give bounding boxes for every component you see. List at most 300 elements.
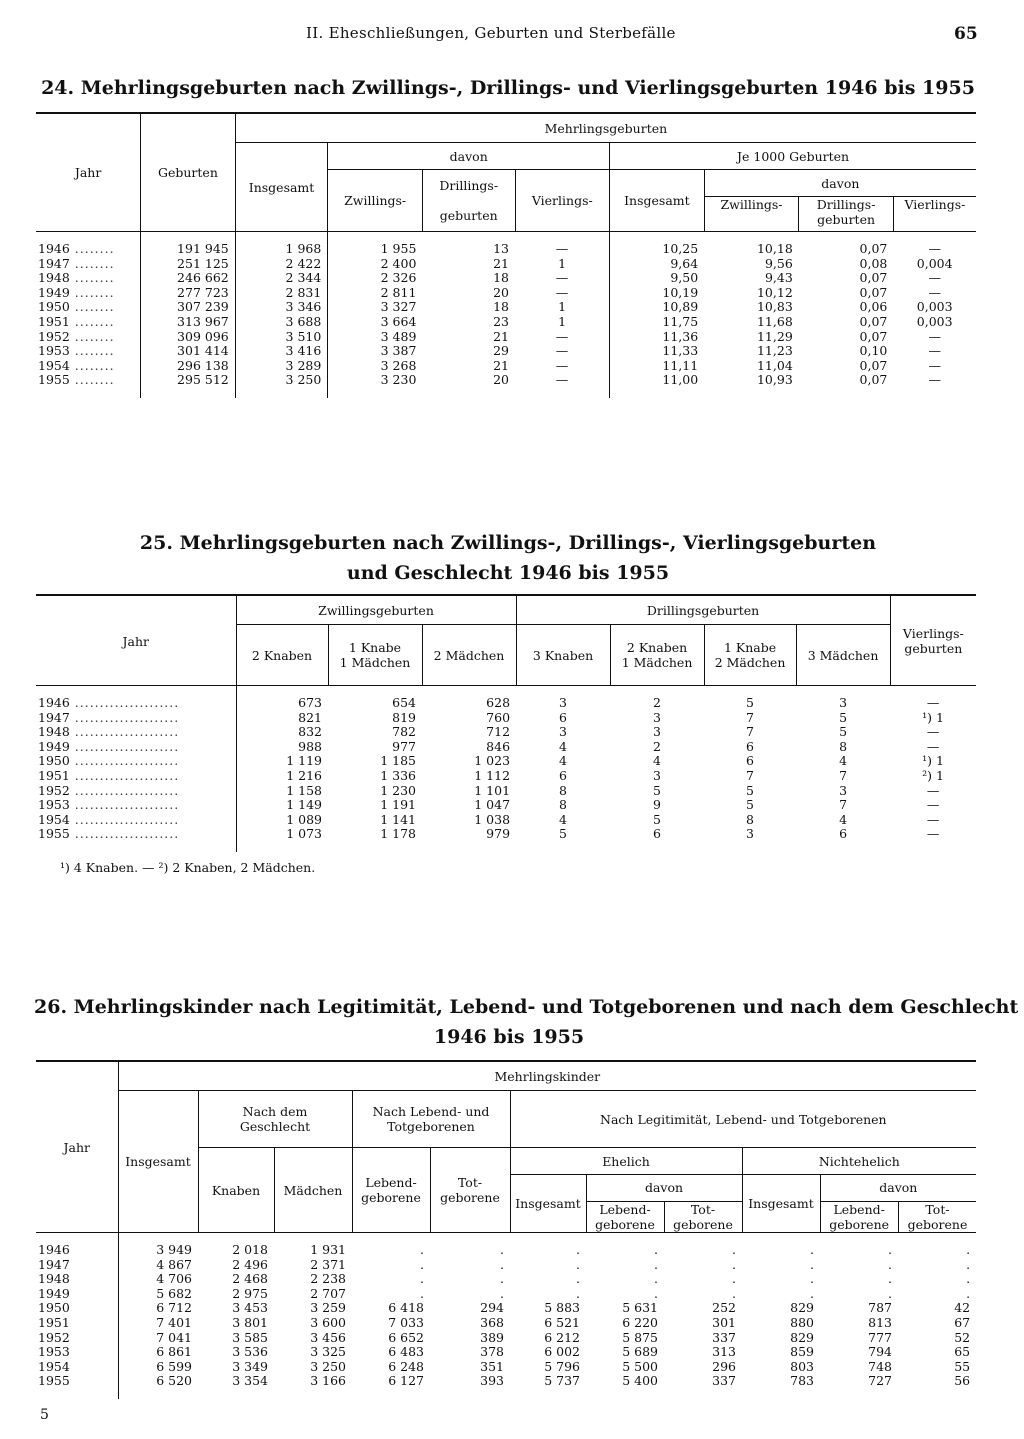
value-cell: 246 662 bbox=[141, 271, 236, 286]
year-label: 1948 bbox=[38, 1272, 70, 1287]
value-cell: 4 bbox=[839, 754, 848, 769]
value-cell: 783 bbox=[790, 1374, 814, 1389]
leader-dots: ..................... bbox=[69, 783, 180, 798]
value-cell: 1 bbox=[515, 300, 610, 315]
value-cell: — bbox=[928, 358, 941, 373]
table-row bbox=[36, 344, 976, 359]
value-cell: — bbox=[515, 232, 610, 257]
running-title: II. Eheschließungen, Geburten und Sterbefälle bbox=[306, 24, 676, 42]
value-cell: 4 706 bbox=[156, 1272, 192, 1287]
value-cell: 6 483 bbox=[388, 1345, 424, 1360]
leader-dots: ........ bbox=[69, 373, 115, 388]
value-cell: 393 bbox=[480, 1374, 504, 1389]
value-cell: ¹) 1 bbox=[922, 710, 944, 725]
value-cell: 8 bbox=[746, 812, 754, 827]
value-cell: 21 bbox=[493, 358, 509, 373]
value-cell: 7 bbox=[839, 798, 848, 813]
value-cell: — bbox=[928, 373, 941, 388]
value-cell: . bbox=[810, 1242, 814, 1257]
value-cell: 1 112 bbox=[474, 768, 511, 783]
value-cell: — bbox=[928, 329, 941, 344]
value-cell: 65 bbox=[954, 1345, 971, 1360]
value-cell: 2 831 bbox=[235, 286, 328, 301]
leader-dots: ..................... bbox=[69, 739, 180, 754]
value-cell: . bbox=[576, 1242, 580, 1257]
value-cell: — bbox=[928, 241, 941, 256]
value-cell: 252 bbox=[712, 1301, 736, 1316]
table-row bbox=[36, 1272, 976, 1287]
header-tot-nichtehelich: Tot- geborene bbox=[907, 1202, 968, 1232]
year-cell bbox=[36, 330, 141, 345]
year-label: 1954 bbox=[38, 1359, 70, 1374]
value-cell: . bbox=[810, 1286, 814, 1301]
value-cell: 9,43 bbox=[764, 271, 793, 286]
value-cell: . bbox=[732, 1272, 736, 1287]
value-cell: 11,33 bbox=[662, 344, 699, 359]
header-1-knabe-1-maedchen: 1 Knabe 1 Mädchen bbox=[328, 625, 422, 686]
value-cell: 2 975 bbox=[232, 1286, 268, 1301]
value-cell: 846 bbox=[486, 739, 511, 754]
year-cell bbox=[36, 359, 141, 374]
table-row bbox=[36, 1258, 976, 1273]
value-cell: 1 023 bbox=[474, 754, 511, 769]
year-label: 1950 bbox=[38, 300, 70, 315]
value-cell: 1 931 bbox=[310, 1242, 346, 1257]
value-cell: 10,25 bbox=[662, 241, 699, 256]
value-cell: 654 bbox=[392, 695, 416, 710]
header-3-maedchen: 3 Mädchen bbox=[796, 625, 890, 686]
header-insgesamt-je1000: Insgesamt bbox=[610, 170, 705, 232]
value-cell: 3 bbox=[559, 695, 567, 710]
table-row bbox=[36, 784, 976, 799]
header-drillings-je1000: Drillings- geburten bbox=[799, 197, 894, 232]
value-cell: 3 489 bbox=[380, 329, 417, 344]
value-cell: . bbox=[420, 1242, 424, 1257]
value-cell: 3 230 bbox=[380, 373, 417, 388]
year-cell bbox=[36, 286, 141, 301]
value-cell: 3 664 bbox=[380, 314, 417, 329]
value-cell: 6 248 bbox=[388, 1359, 424, 1374]
table-25 bbox=[36, 594, 976, 852]
value-cell: 0,07 bbox=[859, 358, 888, 373]
value-cell: 11,04 bbox=[756, 358, 793, 373]
header-insgesamt: Insgesamt bbox=[118, 1091, 198, 1233]
value-cell: 2 018 bbox=[232, 1242, 268, 1257]
value-cell: . bbox=[576, 1257, 580, 1272]
value-cell: . bbox=[732, 1286, 736, 1301]
value-cell: 6 bbox=[746, 739, 754, 754]
header-maedchen: Mädchen bbox=[274, 1148, 352, 1233]
value-cell: 3 bbox=[559, 725, 567, 740]
table-26 bbox=[36, 1060, 976, 1399]
value-cell: 3 801 bbox=[232, 1315, 268, 1330]
year-label: 1951 bbox=[38, 1315, 70, 1330]
value-cell: 7 bbox=[746, 710, 754, 725]
year-label: 1947 bbox=[38, 1257, 70, 1272]
value-cell: 1 101 bbox=[474, 783, 511, 798]
value-cell: — bbox=[926, 783, 940, 798]
value-cell: 7 bbox=[746, 768, 754, 783]
year-label: 1948 bbox=[38, 725, 70, 740]
value-cell: 5 bbox=[653, 812, 661, 827]
value-cell: . bbox=[420, 1257, 424, 1272]
value-cell: 307 239 bbox=[141, 300, 236, 315]
header-2-maedchen: 2 Mädchen bbox=[422, 625, 516, 686]
year-label: 1955 bbox=[38, 827, 70, 842]
value-cell: 3 585 bbox=[232, 1330, 268, 1345]
value-cell: — bbox=[926, 739, 940, 754]
header-totgeborene: Tot- geborene bbox=[430, 1148, 510, 1233]
year-label: 1954 bbox=[38, 358, 70, 373]
header-2-knaben: 2 Knaben bbox=[236, 625, 328, 686]
value-cell: ²) 1 bbox=[922, 768, 944, 783]
year-cell bbox=[36, 769, 236, 784]
leader-dots: ........ bbox=[69, 271, 115, 286]
value-cell: . bbox=[810, 1272, 814, 1287]
year-label: 1949 bbox=[38, 739, 70, 754]
value-cell: 0,003 bbox=[916, 300, 953, 315]
year-cell bbox=[36, 798, 236, 813]
value-cell: 296 138 bbox=[141, 359, 236, 374]
value-cell: 3 325 bbox=[310, 1345, 346, 1360]
header-lebendgeborene: Lebend- geborene bbox=[352, 1148, 430, 1233]
value-cell: 2 496 bbox=[232, 1257, 268, 1272]
header-davon-nichtehelich: davon Lebend- geborene Tot- geborene bbox=[820, 1175, 976, 1233]
header-vierlings: Vierlings- bbox=[515, 170, 610, 232]
year-label: 1952 bbox=[38, 1330, 70, 1345]
table-row bbox=[36, 740, 976, 755]
header-zwillings-je1000: Zwillings- bbox=[704, 197, 799, 232]
table-25-footnote: ¹) 4 Knaben. — ²) 2 Knaben, 2 Mädchen. bbox=[60, 860, 316, 875]
value-cell: 803 bbox=[790, 1359, 814, 1374]
value-cell: 3 bbox=[653, 710, 661, 725]
value-cell: 3 354 bbox=[232, 1374, 268, 1389]
value-cell: 11,68 bbox=[756, 314, 793, 329]
value-cell: 6 599 bbox=[156, 1359, 192, 1374]
value-cell: 11,23 bbox=[756, 344, 793, 359]
leader-dots: ........ bbox=[69, 285, 115, 300]
page-number: 65 bbox=[954, 24, 978, 44]
year-label: 1951 bbox=[38, 314, 70, 329]
year-cell bbox=[36, 300, 141, 315]
table-row bbox=[36, 286, 976, 301]
table-row bbox=[36, 769, 976, 784]
value-cell: 301 bbox=[712, 1315, 736, 1330]
year-label: 1952 bbox=[38, 329, 70, 344]
value-cell: 3 600 bbox=[310, 1315, 346, 1330]
value-cell: — bbox=[928, 344, 941, 359]
year-label: 1955 bbox=[38, 373, 70, 388]
value-cell: 3 346 bbox=[235, 300, 328, 315]
value-cell: 5 bbox=[839, 725, 848, 740]
value-cell: 251 125 bbox=[141, 257, 236, 272]
header-geburten: Geburten bbox=[141, 113, 236, 232]
value-cell: 6 861 bbox=[156, 1345, 192, 1360]
header-jahr: Jahr bbox=[36, 1061, 118, 1233]
value-cell: . bbox=[500, 1257, 504, 1272]
header-vierlingsgeburten: Vierlings- geburten bbox=[890, 595, 976, 686]
value-cell: 3 416 bbox=[235, 344, 328, 359]
value-cell: 3 327 bbox=[380, 300, 417, 315]
value-cell: 5 689 bbox=[622, 1345, 658, 1360]
value-cell: 782 bbox=[392, 725, 416, 740]
value-cell: — bbox=[928, 285, 941, 300]
header-lebend-ehelich: Lebend- geborene bbox=[587, 1202, 665, 1232]
value-cell: 351 bbox=[480, 1359, 504, 1374]
value-cell: 6 bbox=[746, 754, 754, 769]
value-cell: 628 bbox=[486, 695, 511, 710]
year-label: 1946 bbox=[38, 695, 70, 710]
value-cell: — bbox=[926, 725, 940, 740]
value-cell: . bbox=[576, 1272, 580, 1287]
value-cell: 10,83 bbox=[756, 300, 793, 315]
header-lebend-nichtehelich: Lebend- geborene bbox=[821, 1202, 899, 1232]
header-insgesamt-nichtehelich: Insgesamt bbox=[742, 1175, 820, 1233]
header-zwillingsgeburten: Zwillingsgeburten bbox=[236, 595, 516, 625]
value-cell: 988 bbox=[298, 739, 322, 754]
year-label: 1949 bbox=[38, 285, 70, 300]
value-cell: 712 bbox=[486, 725, 511, 740]
table-row bbox=[36, 330, 976, 345]
year-cell bbox=[36, 754, 236, 769]
value-cell: 0,07 bbox=[859, 241, 888, 256]
year-label: 1953 bbox=[38, 1345, 70, 1360]
table-row bbox=[36, 257, 976, 272]
value-cell: 296 bbox=[712, 1359, 736, 1374]
value-cell: 1 336 bbox=[380, 768, 416, 783]
value-cell: — bbox=[926, 695, 940, 710]
table-row bbox=[36, 827, 976, 852]
value-cell: . bbox=[888, 1257, 892, 1272]
value-cell: 821 bbox=[298, 710, 322, 725]
leader-dots: ..................... bbox=[69, 754, 180, 769]
value-cell: 7 bbox=[839, 768, 848, 783]
header-nach-geschlecht: Nach dem Geschlecht bbox=[198, 1091, 352, 1148]
leader-dots: ..................... bbox=[69, 710, 180, 725]
value-cell: 1 178 bbox=[380, 827, 416, 842]
year-cell bbox=[36, 1360, 118, 1375]
value-cell: — bbox=[926, 827, 940, 842]
value-cell: 295 512 bbox=[141, 373, 236, 398]
table-row bbox=[36, 1287, 976, 1302]
value-cell: 1 038 bbox=[474, 812, 511, 827]
value-cell: 6 bbox=[559, 710, 567, 725]
value-cell: — bbox=[928, 271, 941, 286]
value-cell: . bbox=[420, 1272, 424, 1287]
value-cell: 23 bbox=[493, 314, 509, 329]
value-cell: 5 bbox=[559, 827, 567, 842]
value-cell: 56 bbox=[954, 1374, 971, 1389]
value-cell: 3 166 bbox=[310, 1374, 346, 1389]
value-cell: 1 141 bbox=[380, 812, 416, 827]
leader-dots: ..................... bbox=[69, 768, 180, 783]
header-davon-ehelich: davon Lebend- geborene Tot- geborene bbox=[586, 1175, 742, 1233]
value-cell: 6 520 bbox=[156, 1374, 192, 1389]
table-row bbox=[36, 1360, 976, 1375]
year-cell bbox=[36, 1345, 118, 1360]
value-cell: 309 096 bbox=[141, 330, 236, 345]
value-cell: 4 bbox=[653, 754, 661, 769]
year-cell bbox=[36, 1316, 118, 1331]
table-24-title: 24. Mehrlingsgeburten nach Zwillings-, Drillings- und Vierlingsgeburten 1946 bis 1955 bbox=[41, 77, 975, 99]
table-row bbox=[36, 232, 976, 257]
year-cell bbox=[36, 784, 236, 799]
value-cell: 11,00 bbox=[662, 373, 699, 388]
year-cell bbox=[36, 315, 141, 330]
value-cell: 0,07 bbox=[859, 271, 888, 286]
leader-dots: ..................... bbox=[69, 812, 180, 827]
value-cell: 0,07 bbox=[859, 329, 888, 344]
value-cell: 1 230 bbox=[380, 783, 416, 798]
table-row bbox=[36, 1345, 976, 1360]
value-cell: 3 510 bbox=[235, 330, 328, 345]
leader-dots: ..................... bbox=[69, 695, 180, 710]
value-cell: — bbox=[515, 330, 610, 345]
value-cell: 5 883 bbox=[544, 1301, 580, 1316]
value-cell: 5 bbox=[746, 783, 754, 798]
value-cell: 859 bbox=[790, 1345, 814, 1360]
value-cell: — bbox=[926, 812, 940, 827]
value-cell: 4 bbox=[559, 812, 567, 827]
value-cell: 11,29 bbox=[756, 329, 793, 344]
value-cell: 1 185 bbox=[380, 754, 416, 769]
year-cell bbox=[36, 711, 236, 726]
leader-dots: ........ bbox=[69, 358, 115, 373]
value-cell: 2 344 bbox=[235, 271, 328, 286]
value-cell: 819 bbox=[392, 710, 416, 725]
value-cell: 313 bbox=[712, 1345, 736, 1360]
table-row bbox=[36, 686, 976, 711]
value-cell: 2 238 bbox=[310, 1272, 346, 1287]
value-cell: 5 875 bbox=[622, 1330, 658, 1345]
value-cell: — bbox=[515, 373, 610, 398]
leader-dots: ........ bbox=[69, 241, 115, 256]
year-cell bbox=[36, 373, 141, 398]
year-label: 1952 bbox=[38, 783, 70, 798]
value-cell: 21 bbox=[493, 329, 509, 344]
table-row bbox=[36, 725, 976, 740]
header-drillingsgeburten: Drillingsgeburten bbox=[516, 595, 890, 625]
value-cell: 1 191 bbox=[380, 798, 416, 813]
header-mehrlingsgeburten: Mehrlingsgeburten bbox=[235, 113, 976, 143]
value-cell: 52 bbox=[954, 1330, 971, 1345]
value-cell: 1 955 bbox=[380, 241, 417, 256]
value-cell: 294 bbox=[480, 1301, 504, 1316]
value-cell: 2 bbox=[653, 695, 661, 710]
value-cell: 368 bbox=[480, 1315, 504, 1330]
year-label: 1953 bbox=[38, 798, 70, 813]
year-label: 1949 bbox=[38, 1286, 70, 1301]
table-24 bbox=[36, 112, 976, 398]
value-cell: 977 bbox=[392, 739, 416, 754]
value-cell: . bbox=[500, 1242, 504, 1257]
value-cell: 9,50 bbox=[670, 271, 699, 286]
header-knaben: Knaben bbox=[198, 1148, 274, 1233]
table-row bbox=[36, 1374, 976, 1399]
value-cell: . bbox=[654, 1242, 658, 1257]
value-cell: 7 401 bbox=[156, 1315, 192, 1330]
value-cell: 6 212 bbox=[544, 1330, 580, 1345]
value-cell: — bbox=[515, 359, 610, 374]
year-cell bbox=[36, 1374, 118, 1399]
value-cell: 777 bbox=[868, 1330, 892, 1345]
value-cell: 3 bbox=[653, 725, 661, 740]
value-cell: 11,11 bbox=[662, 358, 699, 373]
year-cell bbox=[36, 232, 141, 257]
value-cell: 2 371 bbox=[310, 1257, 346, 1272]
value-cell: 7 bbox=[746, 725, 754, 740]
value-cell: 748 bbox=[868, 1359, 892, 1374]
value-cell: . bbox=[654, 1286, 658, 1301]
value-cell: 3 536 bbox=[232, 1345, 268, 1360]
value-cell: 0,07 bbox=[859, 285, 888, 300]
value-cell: 6 bbox=[653, 827, 661, 842]
table-row bbox=[36, 754, 976, 769]
year-label: 1950 bbox=[38, 1301, 70, 1316]
value-cell: 787 bbox=[868, 1301, 892, 1316]
value-cell: — bbox=[515, 286, 610, 301]
value-cell: 0,003 bbox=[916, 314, 953, 329]
value-cell: 2 811 bbox=[380, 285, 417, 300]
table-25-title: 25. Mehrlingsgeburten nach Zwillings-, Drillings-, Vierlingsgeburten und Geschlecht 1946 bis 1955 bbox=[139, 532, 877, 584]
table-row bbox=[36, 300, 976, 315]
header-drillings: Drillings- geburten bbox=[422, 170, 515, 232]
value-cell: 6 bbox=[559, 768, 567, 783]
header-nach-lebend-tot: Nach Lebend- und Totgeborenen bbox=[352, 1091, 510, 1148]
value-cell: . bbox=[888, 1242, 892, 1257]
value-cell: 5 631 bbox=[622, 1301, 658, 1316]
value-cell: 8 bbox=[559, 783, 567, 798]
value-cell: 2 707 bbox=[310, 1286, 346, 1301]
value-cell: . bbox=[966, 1257, 971, 1272]
value-cell: 5 400 bbox=[622, 1374, 658, 1389]
value-cell: 5 bbox=[746, 695, 754, 710]
value-cell: 10,12 bbox=[756, 285, 793, 300]
value-cell: 0,07 bbox=[859, 314, 888, 329]
value-cell: 3 456 bbox=[310, 1330, 346, 1345]
value-cell: 4 bbox=[559, 739, 567, 754]
year-cell bbox=[36, 1331, 118, 1346]
year-label: 1947 bbox=[38, 710, 70, 725]
header-zwillings: Zwillings- bbox=[328, 170, 423, 232]
value-cell: 42 bbox=[954, 1301, 971, 1316]
leader-dots: ..................... bbox=[69, 827, 180, 842]
value-cell: . bbox=[420, 1286, 424, 1301]
year-label: 1950 bbox=[38, 754, 70, 769]
header-tot-ehelich: Tot- geborene bbox=[673, 1202, 733, 1232]
value-cell: 1 149 bbox=[286, 798, 322, 813]
value-cell: 3 bbox=[653, 768, 661, 783]
value-cell: 813 bbox=[868, 1315, 892, 1330]
year-cell bbox=[36, 1233, 118, 1258]
value-cell: 5 737 bbox=[544, 1374, 580, 1389]
value-cell: 1 bbox=[515, 257, 610, 272]
value-cell: 6 418 bbox=[388, 1301, 424, 1316]
value-cell: 4 867 bbox=[156, 1257, 192, 1272]
value-cell: . bbox=[888, 1272, 892, 1287]
value-cell: 3 259 bbox=[310, 1301, 346, 1316]
header-vierlings-je1000: Vierlings- bbox=[893, 197, 976, 232]
value-cell: 21 bbox=[493, 256, 509, 271]
value-cell: 29 bbox=[493, 344, 509, 359]
year-cell bbox=[36, 740, 236, 755]
value-cell: 8 bbox=[839, 739, 848, 754]
year-cell bbox=[36, 257, 141, 272]
header-nichtehelich: Nichtehelich bbox=[742, 1148, 976, 1175]
header-jahr: Jahr bbox=[36, 595, 236, 686]
year-label: 1946 bbox=[38, 241, 70, 256]
header-jahr: Jahr bbox=[36, 113, 141, 232]
